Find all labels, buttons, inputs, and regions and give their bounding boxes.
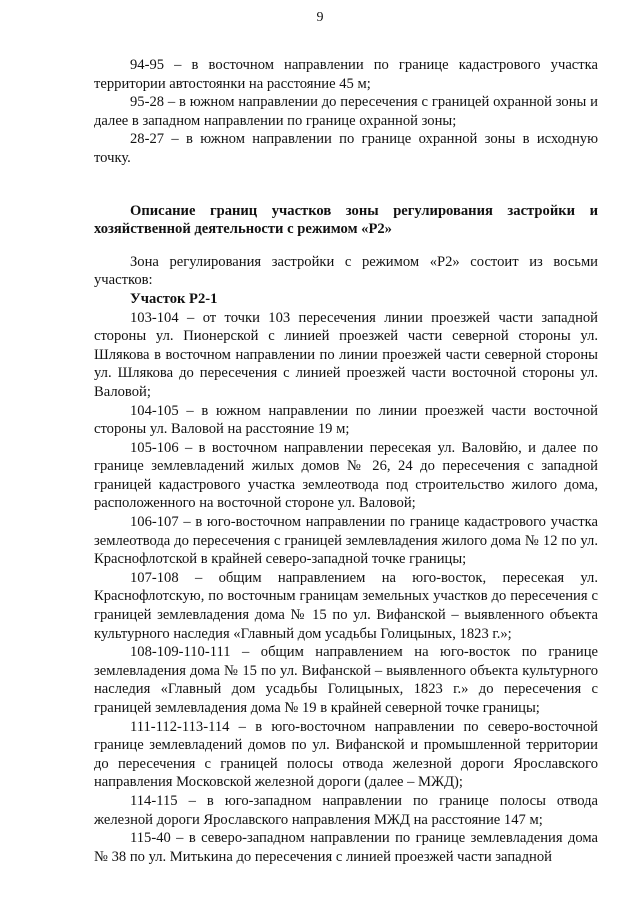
paragraph: 95-28 – в южном направлении до пересечения с границей охранной зоны и далее в западном направлении по границе охранной зоны; (94, 94, 598, 129)
paragraph: 111-112-113-114 – в юго-восточном направлении по северо-восточной границе землевладений домов по ул. Вифанской и промышленной территории до пересечения с границей полосы отвода железной дороги Ярославского направления Московской железной дороги (далее – МЖД); (94, 718, 598, 791)
subsection-title: Участок Р2-1 (130, 290, 218, 307)
paragraph: 94-95 – в восточном направлении по границе кадастрового участка территории автостоянки на расстояние 45 м; (94, 57, 598, 92)
section-title: Описание границ участков зоны регулирования застройки и хозяйственной деятельности с режимом «Р2» (94, 202, 598, 238)
paragraph: 108-109-110-111 – общим направлением на юго-восток по границе землевладения дома № 15 по ул. Вифанской – выявленного объекта культурного наследия «Главный дом усадьбы Голицыных, 1823 г.» до пересечения с границей землевладения дома № 19 в крайней северной точке границы; (94, 644, 598, 716)
paragraph: 104-105 – в южном направлении по линии проезжей части восточной стороны ул. Валовой на расстояние 19 м; (94, 402, 598, 438)
paragraph: 115-40 – в северо-западном направлении по границе землевладения дома № 38 по ул. Митькина до пересечения с линией проезжей части западной (94, 830, 598, 865)
paragraph: 103-104 – от точки 103 пересечения линии проезжей части западной стороны ул. Пионерской с линией проезжей части северной стороны ул. Шлякова в восточном направлении по линии проезжей части северной стороны ул. Шлякова до пересечения с линией проезжей части восточной стороны ул. Валовой; (94, 309, 598, 400)
paragraph: 28-27 – в южном направлении по границе охранной зоны в исходную точку. (94, 131, 598, 166)
document-body (94, 56, 598, 866)
intro-paragraph: Зона регулирования застройки с режимом «Р2» состоит из восьми участков: (94, 253, 598, 289)
paragraph: 105-106 – в восточном направлении пересекая ул. Валовйю, и далее по границе землевладений жилых домов № 26, 24 до пересечения с западной границей кадастрового участка землеотвода под строительство жилого дома, расположенного на восточной стороне ул. Валовой; (94, 439, 598, 512)
paragraph: 107-108 – общим направлением на юго-восток, пересекая ул. Краснофлотскую, по восточным границам земельных участков до пересечения с границей землевладения дома № 15 по ул. Вифанской – выявленного объекта культурного наследия «Главный дом усадьбы Голицыных, 1823 г.»; (94, 569, 598, 642)
paragraph: 114-115 – в юго-западном направлении по границе полосы отвода железной дороги Ярославского направления МЖД на расстояние 147 м; (94, 792, 598, 828)
paragraph: 106-107 – в юго-восточном направлении по границе кадастрового участка землеотвода до пересечения с границей землевладения жилого дома № 12 по ул. Краснофлотской в крайней северо-западной точке границы; (94, 514, 598, 568)
page-number: 9 (316, 10, 324, 25)
